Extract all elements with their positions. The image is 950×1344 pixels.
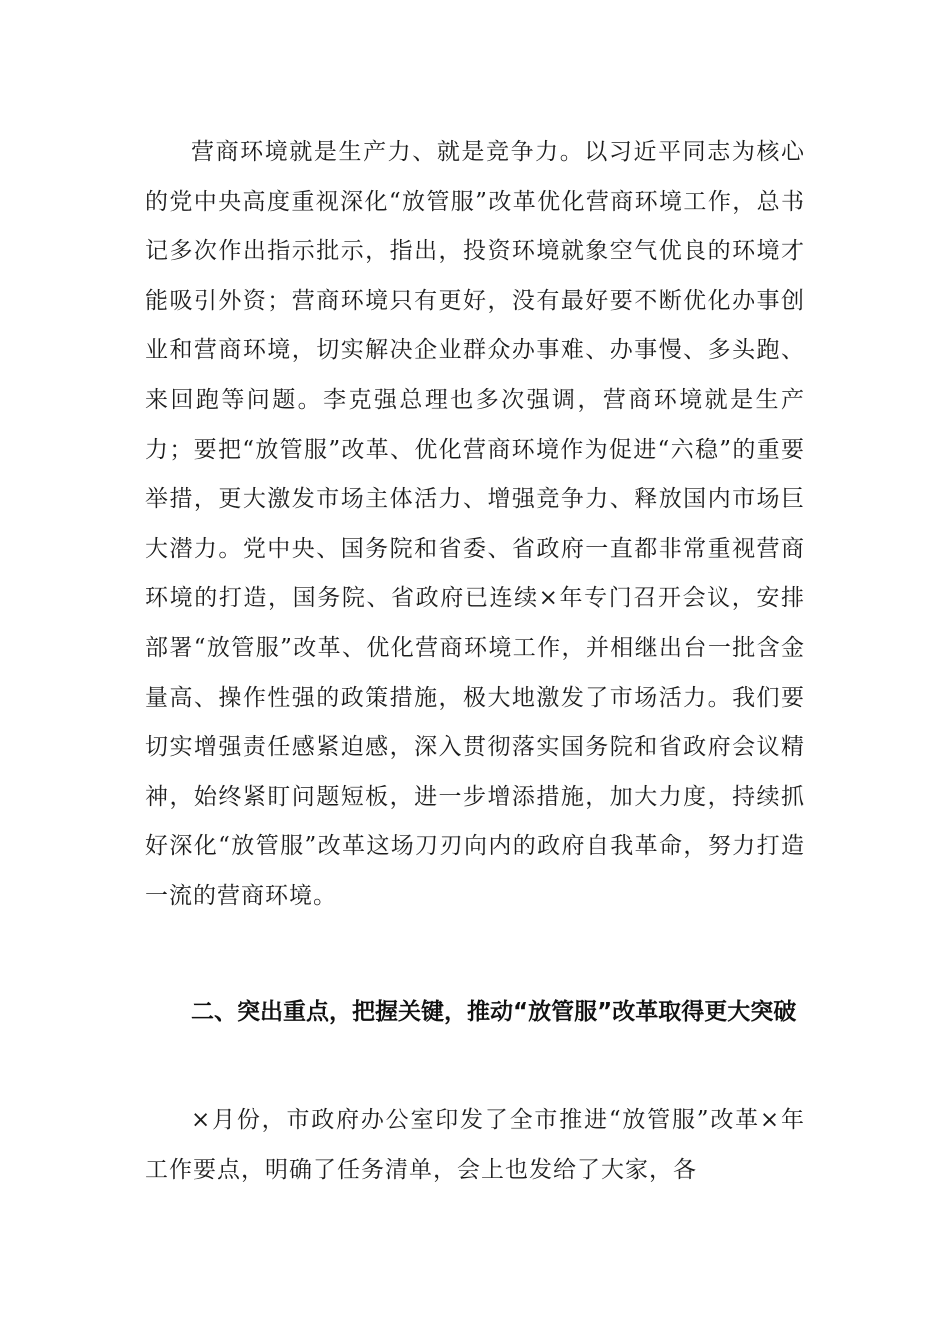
section-heading: 二、突出重点，把握关键，推动“放管服”改革取得更大突破 bbox=[191, 999, 797, 1025]
body-paragraph: 营商环境就是生产力、就是竞争力。以习近平同志为核心的党中央高度重视深化“放管服”改革优化营商环境工作，总书记多次作出指示批示，指出，投资环境就象空气优良的环境才能吸引外资；营商环境只有更好，没有最好要不断优化办事创业和营商环境，切实解决企业群众办事难、办事慢、多头跑、来回跑等问题。李克强总理也多次强调，营商环境就是生产力；要把“放管服”改革、优化营商环境作为促进“六稳”的重要举措，更大激发市场主体活力、增强竞争力、释放国内市场巨大潜力。党中央、国务院和省委、省政府一直都非常重视营商环境的打造，国务院、省政府已连续×年专门召开会议，安排部署“放管服”改革、优化营商环境工作，并相继出台一批含金量高、操作性强的政策措施，极大地激发了市场活力。我们要切实增强责任感紧迫感，深入贯彻落实国务院和省政府会议精神，始终紧盯问题短板，进一步增添措施，加大力度，持续抓好深化“放管服”改革这场刀刃向内的政府自我革命，努力打造一流的营商环境。 bbox=[145, 139, 805, 909]
body-paragraph: ×月份，市政府办公室印发了全市推进“放管服”改革×年工作要点，明确了任务清单，会上也发给了大家，各 bbox=[145, 1107, 805, 1183]
